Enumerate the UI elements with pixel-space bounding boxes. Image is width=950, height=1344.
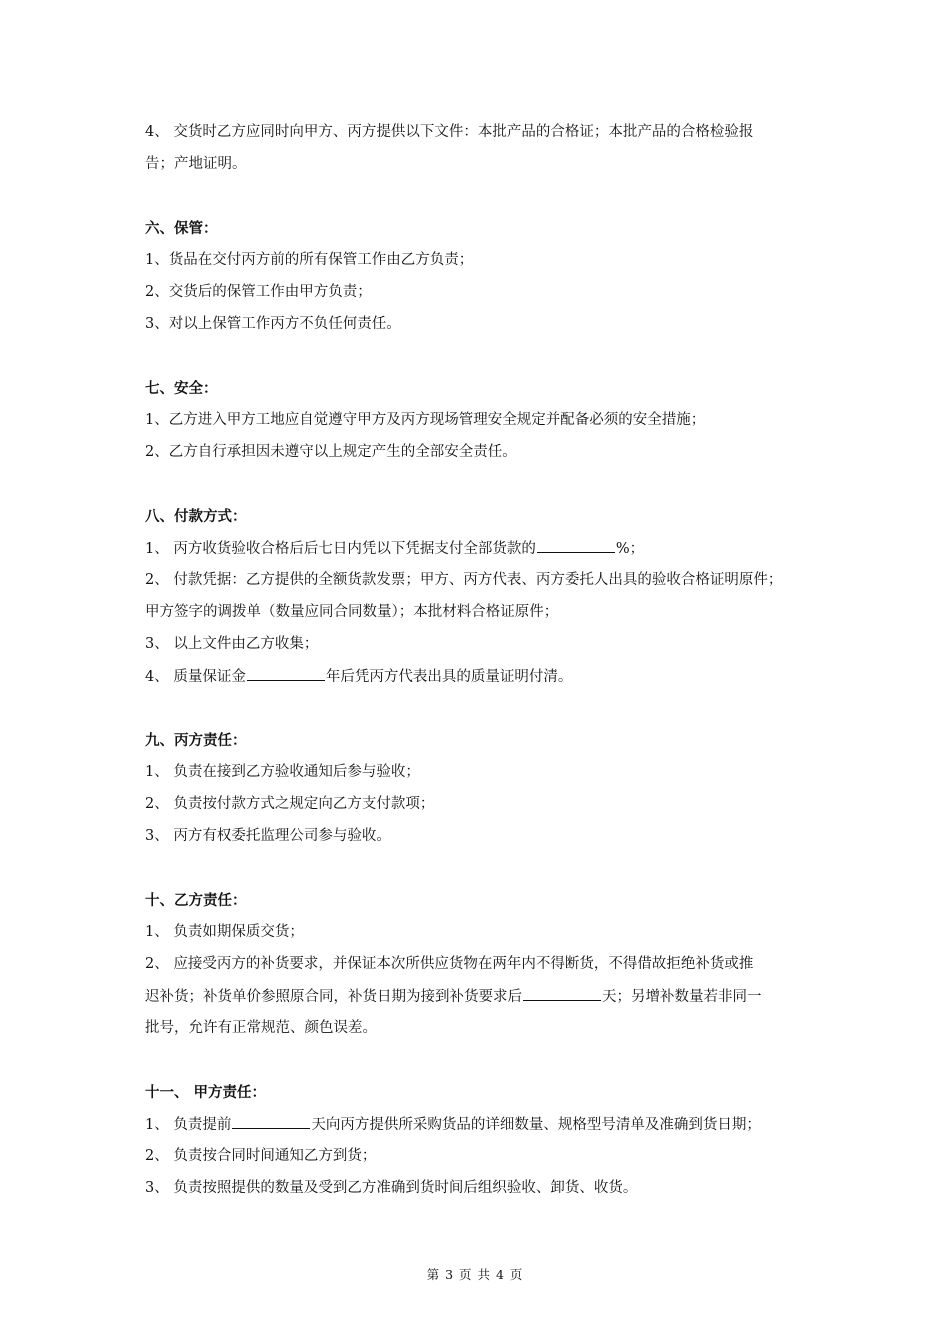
sec9-item2: 2、 负责按付款方式之规定向乙方支付款项； [145,796,435,812]
sec5-item4-line1: 4、 交货时乙方应同时向甲方、丙方提供以下文件：本批产品的合格证；本批产品的合格检验报 [145,124,754,140]
sec10-heading: 十、乙方责任： [145,892,247,909]
sec11-item2: 2、 负责按合同时间通知乙方到货； [145,1148,377,1164]
sec9-item3: 3、 丙方有权委托监理公司参与验收。 [145,828,391,844]
fill-blank-warranty-years[interactable] [247,666,325,681]
sec6-heading: 六、保管： [145,220,218,237]
sec8-item2-line2: 甲方签字的调拨单（数量应同合同数量）；本批材料合格证原件； [145,604,559,620]
sec5-item4-line2: 告；产地证明。 [145,156,247,172]
sec9-heading: 九、丙方责任： [145,732,247,749]
sec9-item1: 1、 负责在接到乙方验收通知后参与验收； [145,764,420,780]
sec11-item1 [145,1114,761,1135]
sec6-item3: 3、对以上保管工作丙方不负任何责任。 [145,316,401,332]
sec10-item2-line2-suffix: 天；另增补数量若非同一 [602,989,762,1005]
sec11-heading: 十一、 甲方责任： [145,1084,267,1101]
sec8-item1 [145,538,644,559]
sec6-item1: 1、货品在交付丙方前的所有保管工作由乙方负责； [145,252,474,268]
sec11-item1-suffix: 天向丙方提供所采购货品的详细数量、规格型号清单及准确到货日期； [311,1117,761,1133]
sec8-item3: 3、 以上文件由乙方收集； [145,636,319,652]
sec7-item1: 1、乙方进入甲方工地应自觉遵守甲方及丙方现场管理安全规定并配备必须的安全措施； [145,412,706,428]
sec7-item2: 2、乙方自行承担因未遵守以上规定产生的全部安全责任。 [145,444,517,460]
sec8-item4-suffix: 年后凭丙方代表出具的质量证明付清。 [325,669,573,685]
sec8-item4 [145,666,572,687]
fill-blank-advance-days[interactable] [232,1114,310,1129]
sec11-item3: 3、 负责按照提供的数量及受到乙方准确到货时间后组织验收、卸货、收货。 [145,1180,638,1196]
sec8-item4-text: 4、 质量保证金 [145,669,246,685]
sec10-item2-line3: 批号，允许有正常规范、颜色误差。 [145,1020,377,1036]
sec8-item1-text: 1、 丙方收货验收合格后后七日内凭以下凭据支付全部货款的 [145,541,536,557]
sec6-item2: 2、交货后的保管工作由甲方负责； [145,284,372,300]
sec10-item2-line2 [145,986,762,1007]
sec7-heading: 七、安全： [145,380,218,397]
sec8-heading: 八、付款方式： [145,508,247,525]
sec11-item1-text: 1、 负责提前 [145,1117,232,1133]
sec10-item1: 1、 负责如期保质交货； [145,924,304,940]
fill-blank-percent[interactable] [537,538,615,553]
fill-blank-restock-days[interactable] [523,986,601,1001]
sec10-item2-line2-text: 迟补货；补货单价参照原合同，补货日期为接到补货要求后 [145,989,522,1005]
page-number-footer: 第 3 页 共 4 页 [426,1267,524,1282]
sec10-item2-line1: 2、 应接受丙方的补货要求，并保证本次所供应货物在两年内不得断货，不得借故拒绝补货或推 [145,956,754,972]
sec8-item2-line1: 2、 付款凭据：乙方提供的全额货款发票；甲方、丙方代表、丙方委托人出具的验收合格证明原件； [145,572,783,588]
sec8-item1-suffix: %； [615,541,645,557]
